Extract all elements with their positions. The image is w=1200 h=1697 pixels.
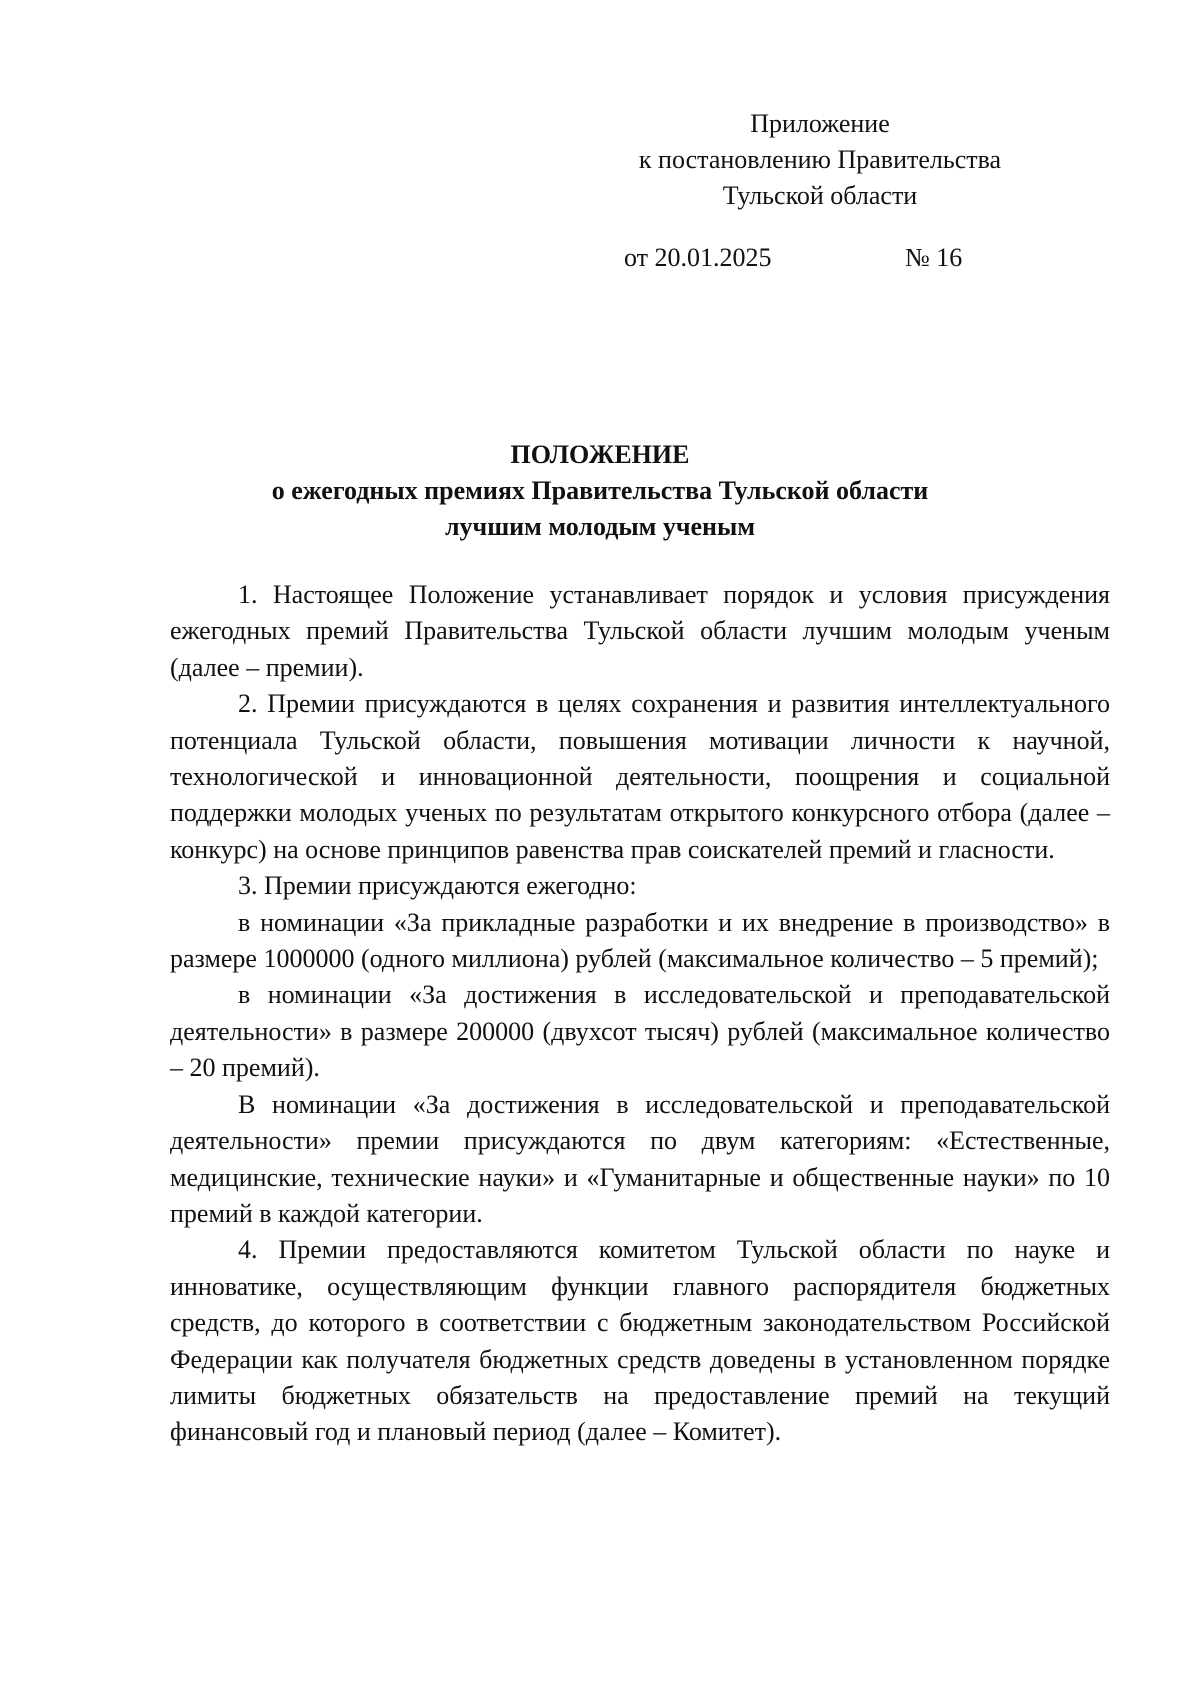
paragraph-4: 4. Премии предоставляются комитетом Тульской области по науке и инноватике, осуществляющим функции главного распорядителя бюджетных средств, до которого в соответствии с бюджетным законодательством Российской Федерации как получателя бюджетных средств доведены в установленном порядке лимиты бюджетных обязательств на предоставление премий на текущий финансовый год и плановый период (далее – Комитет). [170, 1235, 1110, 1447]
approval-line-2: к постановлению Правительства [638, 145, 1002, 174]
paragraph-3: 3. Премии присуждаются ежегодно: [238, 871, 637, 901]
approval-line-1: Приложение [750, 109, 890, 138]
approval-date: от 20.01.2025 [624, 243, 772, 272]
approval-number: № 16 [905, 243, 963, 272]
heading-title: ПОЛОЖЕНИЕ [510, 440, 690, 469]
paragraph-2: 2. Премии присуждаются в целях сохранения и развития интеллектуального потенциала Тульской области, повышения мотивации личности к научной, технологической и инновационной деятельности, поощрения и социальной поддержки молодых ученых по результатам открытого конкурсного отбора (далее – конкурс) на основе принципов равенства прав соискателей премий и гласности. [170, 689, 1110, 864]
document-body [170, 577, 1110, 1451]
document-heading [150, 437, 1050, 545]
approval-line-3: Тульской области [722, 181, 918, 210]
paragraph-3-item-2: в номинации «За достижения в исследовательской и преподавательской деятельности» в размере 200000 (двухсот тысяч) рублей (максимальное количество – 20 премий). [170, 980, 1110, 1083]
heading-subtitle: о ежегодных премиях Правительства Тульской области [271, 476, 929, 505]
approval-block [560, 106, 1080, 214]
paragraph-1: 1. Настоящее Положение устанавливает порядок и условия присуждения ежегодных премий Правительства Тульской области лучшим молодым ученым (далее – премии). [170, 580, 1110, 682]
paragraph-3-item-1: в номинации «За прикладные разработки и их внедрение в производство» в размере 1000000 (одного миллиона) рублей (максимальное количество – 5 премий); [170, 907, 1110, 974]
heading-subtitle-2: лучшим молодым ученым [444, 512, 756, 541]
paragraph-3-note: В номинации «За достижения в исследовательской и преподавательской деятельности» премии присуждаются по двум категориям: «Естественные, медицинские, технические науки» и «Гуманитарные и общественные науки» по 10 премий в каждой категории. [170, 1089, 1110, 1228]
